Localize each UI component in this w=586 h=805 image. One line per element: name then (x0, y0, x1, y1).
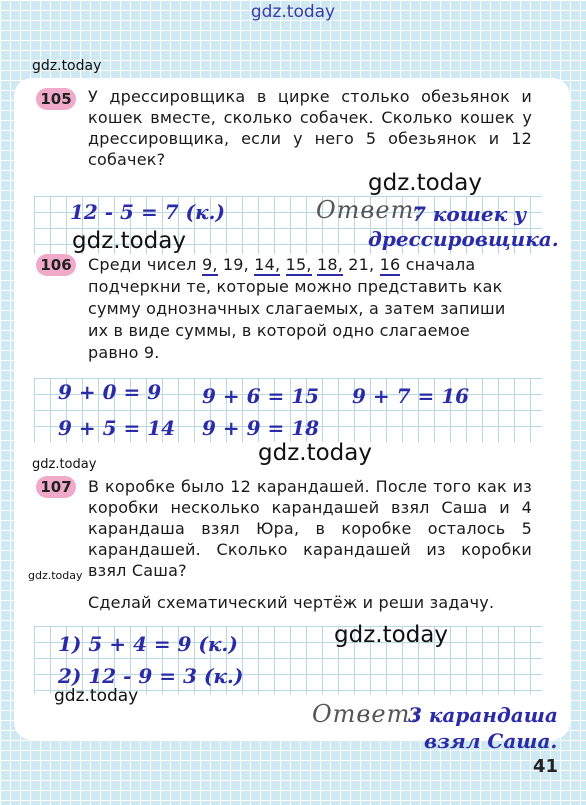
task-105-solution: 12 - 5 = 7 (к.) (70, 200, 225, 224)
answer-label: Ответ: (312, 700, 420, 728)
sum-expression: 9 + 9 = 18 (202, 416, 320, 440)
number: 21, (348, 255, 375, 274)
task-number-badge: 105 (36, 88, 76, 110)
watermark: gdz.today (334, 622, 448, 648)
number-underlined: 14, (254, 255, 281, 274)
task-number-badge: 106 (36, 254, 76, 276)
watermark: gdz.today (28, 569, 83, 582)
task-107-instruction: Сделай схематический чертёж и реши задачу. (88, 593, 495, 612)
number: 19, (222, 255, 249, 274)
watermark: gdz.today (72, 228, 186, 254)
task-105-text: У дрессировщика в цирке столько обезьянок и кошек вместе, сколько собачек. Сколько кошек у дрессировщика, если у него 5 обезьянок и 12 собачек? (88, 87, 532, 169)
task-106-first-line (88, 254, 532, 275)
number-underlined: 18, (316, 255, 343, 274)
watermark: gdz.today (54, 686, 139, 706)
task-105-answer-line2: дрессировщика. (368, 227, 559, 251)
number-underlined: 15, (285, 255, 312, 274)
page-number: 41 (532, 756, 558, 777)
task-107-step1: 1) 5 + 4 = 9 (к.) (58, 632, 238, 656)
task-107-step2: 2) 12 - 9 = 3 (к.) (58, 664, 244, 688)
task-106-line: сумму однозначных слагаемых, а затем запиши (88, 299, 506, 318)
sum-expression: 9 + 5 = 14 (58, 416, 176, 440)
watermark: gdz.today (32, 58, 102, 74)
sum-expression: 9 + 6 = 15 (202, 384, 320, 408)
task-107-answer-line2: взял Саша. (424, 729, 558, 753)
task-106-line: подчеркни те, которые можно представить как (88, 277, 503, 296)
number-underlined: 9, (201, 255, 218, 274)
sum-expression: 9 + 7 = 16 (352, 384, 470, 408)
task-105-answer-line1: 7 кошек у (412, 202, 527, 226)
task-106-outro: сначала (405, 255, 476, 274)
watermark: gdz.today (258, 440, 372, 466)
watermark: gdz.today (368, 170, 482, 196)
number-underlined: 16 (379, 255, 401, 274)
task-106-line: их в виде суммы, в которой одно слагаемое (88, 321, 470, 340)
task-107-answer-line1: 3 карандаша (408, 703, 558, 727)
sum-expression: 9 + 0 = 9 (58, 380, 162, 404)
task-106-line: равно 9. (88, 343, 160, 362)
watermark-top: gdz.today (250, 2, 336, 22)
task-106-intro: Среди чисел (88, 255, 197, 274)
task-number-badge: 107 (36, 476, 76, 498)
task-107-text: В коробке было 12 карандашей. После того как из коробки несколько карандашей взял Саша и 4 карандаша взял Юра, в коробке осталось 5 карандашей. Сколько карандашей из коробки взял Саша? (88, 477, 532, 580)
answer-label: Ответ: (316, 196, 424, 224)
watermark: gdz.today (32, 457, 97, 472)
